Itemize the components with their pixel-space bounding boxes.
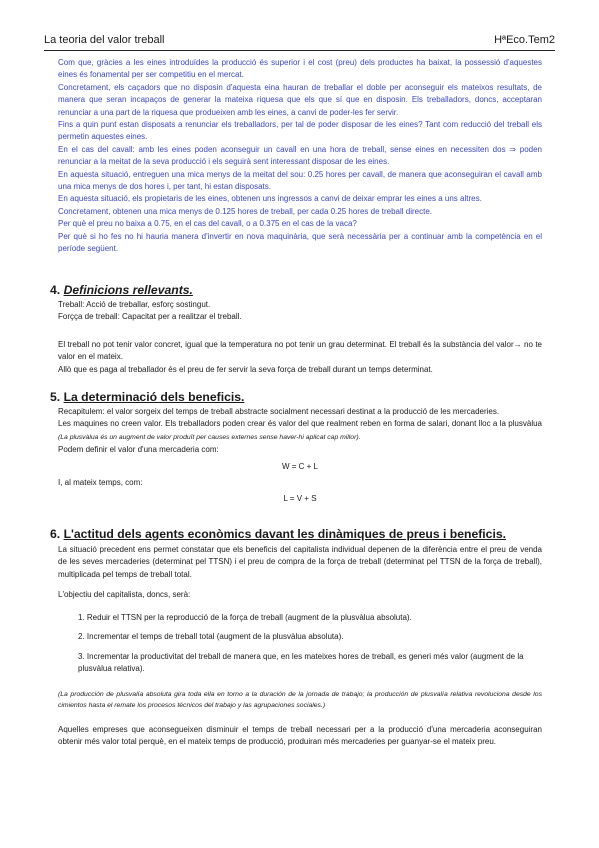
header-title: La teoria del valor treball	[44, 34, 165, 46]
formula-labour: L = V + S	[283, 494, 317, 504]
plusvalua-text: Les maquines no creen valor. Els treballadors poden crear és valor del que realment reben en forma de salari, donant lloc a la plusvàlua	[58, 419, 542, 429]
section-4-heading	[50, 283, 193, 297]
intro-block	[58, 57, 542, 256]
section-6-intro	[58, 544, 542, 602]
intro-paragraph: Per què si ho fes no hi hauria manera d'invertir en nova maquinària, que serà necessària per a continuar amb la competència en el període següent.	[58, 231, 542, 254]
section-number: 4.	[50, 283, 61, 297]
plusvalua-note: (La plusvàlua és un augment de valor produït per causes externes sense haver-hi aplicat cap millor).	[58, 433, 361, 441]
section-title: La determinació dels beneficis.	[63, 390, 245, 404]
body-paragraph: Podem definir el valor d'una mercaderia com:	[58, 445, 219, 455]
body-paragraph: Recapitulem: el valor sorgeix del temps de treball abstracte socialment necessari destinat a la producció de les mercaderies.	[58, 407, 500, 416]
section-5-heading	[50, 390, 244, 404]
body-paragraph: I, al mateix temps, com:	[58, 478, 143, 488]
body-paragraph: El treball no pot tenir valor concret, igual que la temperatura no pot tenir un grau determinat. El treball és la substància del valor→ no te valor en el mateix.	[58, 340, 542, 362]
intro-paragraph: Concretament, obtenen una mica menys de 0.125 hores de treball, per cada 0.25 hores de treball directe.	[58, 206, 433, 216]
body-paragraph: Allò que es paga al treballador és el preu de fer servir la seva força de treball durant un temps determinat.	[58, 364, 433, 374]
body-paragraph: Aquelles empreses que aconsegueixen disminuir el temps de treball necessari per a la producció d'una mercaderia aconseguiran obtenir més valor total perquè, en el mateix temps de producció, produiran més mercaderies per guanyar-se el mateix preu.	[58, 725, 542, 747]
section-number: 5.	[50, 390, 61, 404]
list-item: 2. Incrementar el temps de treball total (augment de la plusvàlua absoluta).	[78, 632, 344, 642]
section-5-body	[58, 406, 542, 506]
list-item: 1. Reduir el TTSN per la reproducció de la força de treball (augment de la plusvàlua absoluta).	[78, 613, 412, 622]
intro-paragraph: Com que, gràcies a les eines introduïdes la producció és superior i el cost (preu) dels productes ha baixat, la possessió d'aquestes eines és fonamental per ser competitiu en el mercat.	[58, 58, 542, 80]
intro-paragraph: En aquesta situació, els propietaris de les eines, obtenen uns ingressos a canvi de deixar emprar les eines a uns altres.	[58, 194, 482, 204]
intro-paragraph: Concretament, els caçadors que no disposin d'aquesta eina hauran de treballar el doble per aconseguir els mateixos resultats, de manera que seran incapaços de generar la mateixa riquesa que els que sí que en disposin. Els treballadors, doncs, acceptaran renunciar a una part de la riquesa que produeixen amb les eines, a canvi de poder-les fer servir.	[58, 82, 542, 117]
intro-paragraph: En el cas del cavall: amb les eines poden aconseguir un cavall en una hora de treball, sense eines en necessiten dos ⇒ poden renunciar a la meitat de la seva producció i els seguirà sent interessant disposar de les eines.	[58, 144, 542, 167]
intro-paragraph: En aquesta situació, entreguen una mica menys de la meitat del sou: 0.25 hores per cavall, de manera que aconseguiran el cavall amb una mica menys de dos hores i, per tant, hi estan disposats.	[58, 169, 542, 192]
section-title: L'actitud dels agents econòmics davant les dinàmiques de preus i beneficis.	[63, 527, 507, 541]
section-number: 6.	[50, 527, 61, 541]
page-header	[44, 34, 555, 51]
formula-value: W = C + L	[281, 461, 318, 471]
spanish-note: (La producción de plusvalía absoluta gira toda ella en torno a la duración de la jornada de trabajo; la producción de plusvalía relativa revoluciona desde los cimientos hasta el remate los procesos técnicos del trabajo y las agrupaciones sociales.)	[58, 691, 542, 709]
capitalist-goals-list	[78, 612, 542, 676]
header-code: HªEco.Tem2	[494, 34, 555, 46]
definition-line: Treball: Acció de treballar, esforç sostingut.	[58, 300, 211, 309]
body-paragraph	[58, 418, 542, 444]
section-6-heading	[50, 527, 506, 541]
body-paragraph: La situació precedent ens permet constatar que els beneficis del capitalista individual depenen de la diferència entre el preu de venda de les seves mercaderies (determinat pel TTSN) i el preu de compra de la força de treball (determinat pel TTSN de la força de treball), multiplicada pel temps de treball total.	[58, 545, 542, 579]
intro-paragraph: Per què el preu no baixa a 0.75, en el cas del cavall, o a 0.375 en el cas de la vaca?	[58, 219, 357, 229]
section-4-definitions	[58, 299, 542, 324]
intro-paragraph: Fins a quin punt estan disposats a renunciar els treballadors, per tal de poder disposar de les eines? Tant com reducció del treball els permetin aquestes eines.	[58, 120, 542, 142]
section-title: Definicions rellevants.	[63, 283, 193, 297]
list-item: 3. Incrementar la productivitat del treball de manera que, en les mateixes hores de treball, es generi més valor (augment de la plusvàlua relativa).	[78, 651, 524, 674]
section-4-body	[58, 339, 542, 376]
definition-line: Forçça de treball: Capacitat per a realitzar el treball.	[58, 312, 242, 322]
body-paragraph: L'objectiu del capitalista, doncs, serà:	[58, 590, 191, 600]
